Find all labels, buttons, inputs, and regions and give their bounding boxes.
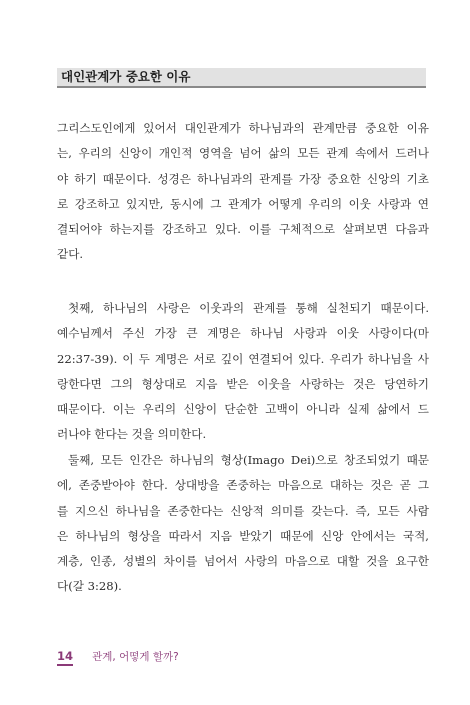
text-line: 결되어야 하는지를 강조하고 있다. 이를 구체적으로 살펴보면 다음과 (57, 222, 429, 237)
text-line: 예수님께서 주신 가장 큰 계명은 하나님 사랑과 이웃 사랑이다(마 (57, 326, 429, 341)
text-line: 같다. (57, 247, 84, 262)
text-line: 은 하나님의 형상을 따라서 지음 받았기 때문에 신앙 안에서는 국적, (57, 528, 429, 543)
text-line: 를 지으신 하나님을 존중한다는 신앙적 의미를 갖는다. 즉, 모든 사람 (57, 503, 429, 518)
page-footer (57, 645, 179, 661)
text-line: 에, 존중받아야 한다. 상대방을 존중하는 마음으로 대하는 것은 곧 그 (57, 478, 429, 493)
text-line: 는, 우리의 신앙이 개인적 영역을 넘어 삶의 모든 관계 속에서 드러나 (57, 146, 429, 161)
page-number: 14 (57, 649, 73, 666)
paragraph-first-reason (57, 296, 429, 448)
text-line: 로 강조하고 있지만, 동시에 그 관계가 어떻게 우리의 이웃 사랑과 연 (57, 196, 429, 211)
section-header (57, 68, 426, 88)
text-line: 계층, 인종, 성별의 차이를 넘어서 사랑의 마음으로 대할 것을 요구한 (57, 554, 429, 569)
running-title: 관계, 어떻게 할까? (92, 651, 179, 663)
text-line: 첫째, 하나님의 사랑은 이웃과의 관계를 통해 실천되기 때문이다. (68, 301, 429, 315)
text-line: 때문이다. 이는 우리의 신앙이 단순한 고백이 아니라 실제 삶에서 드 (57, 402, 429, 417)
text-line: 22:37-39). 이 두 계명은 서로 깊이 연결되어 있다. 우리가 하나님을 사 (57, 351, 429, 366)
text-line: 랑한다면 그의 형상대로 지음 받은 이웃을 사랑하는 것은 당연하기 (57, 376, 429, 391)
paragraph-intro (57, 116, 429, 268)
text-line: 다(갈 3:28). (57, 579, 122, 594)
text-line: 야 하기 때문이다. 성경은 하나님과의 관계를 가장 중요한 신앙의 기초 (57, 171, 429, 186)
text-line: 러나야 한다는 것을 의미한다. (57, 427, 207, 442)
text-line: 둘째, 모든 인간은 하나님의 형상(Imago Dei)으로 창조되었기 때문 (68, 453, 429, 467)
paragraph-second-reason (57, 448, 429, 600)
text-line: 그리스도인에게 있어서 대인관계가 하나님과의 관계만큼 중요한 이유 (57, 121, 429, 135)
section-title: 대인관계가 중요한 이유 (61, 69, 191, 84)
